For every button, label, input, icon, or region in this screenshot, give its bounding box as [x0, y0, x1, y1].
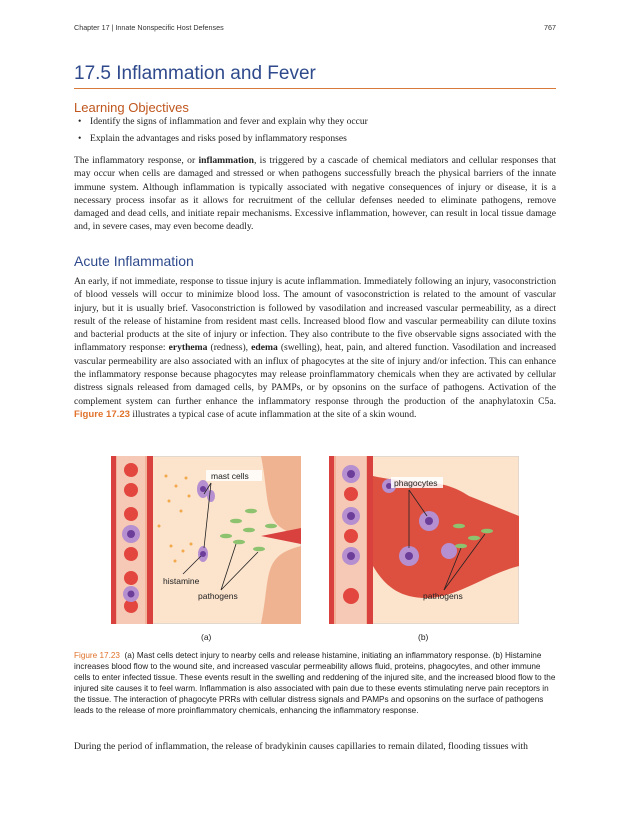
section-title: 17.5 Inflammation and Fever	[74, 63, 316, 84]
title-rule	[74, 88, 556, 89]
panel-a-label: (a)	[201, 632, 212, 642]
text-run: (swelling), heat, pain, and altered function. Vasodilation and increased vascular permeability are also associated with an influx of phagocytes at the site of injury and/or infection. This can enhance the inflammatory response because phagocytes may release proinflammatory chemicals when they are activated by cellular distress signals released from damaged cells, by PAMPs, or by opsonins on the surface of pathogens. Activation of the complement system can further enhance the inflammatory response through the production of the anaphylatoxin C5a.	[74, 342, 557, 407]
caption-text: (a) Mast cells detect injury to nearby cells and release histamine, initiating an inflammatory response. (b) Histamine increases blood flow to the wound site, and increased vascular permeability allows fluid, proteins, phagocytes, and other immune cells to enter infected tissue. These events result in the swelling and reddening of the injured site, and the increased blood flow to the injured site causes it to feel warm. Inflammation is also associated with pain due to these events stimulating nerve pain receptors in the tissue. The interaction of phagocyte PRRs with cellular distress signals and PAMPs and opsonins on the surface of pathogens leads to the release of more proinflammatory chemicals, enhancing the inflammatory response.	[74, 651, 556, 715]
acute-inflammation-heading: Acute Inflammation	[74, 253, 194, 269]
bradykinin-paragraph: During the period of inflammation, the release of bradykinin causes capillaries to remain dilated, flooding tissues with	[74, 741, 528, 752]
chapter-title: Chapter 17 | Innate Nonspecific Host Defenses	[74, 23, 224, 32]
label-phagocytes: phagocytes	[394, 478, 438, 488]
label-mast-cells: mast cells	[211, 471, 249, 481]
acute-paragraph	[74, 275, 556, 421]
text-run: illustrates a typical case of acute inflammation at the site of a skin wound.	[130, 408, 417, 420]
objective-item: • Identify the signs of inflammation and fever and explain why they occur	[74, 116, 368, 127]
figure-caption	[74, 650, 556, 716]
running-header	[74, 23, 556, 32]
learning-objectives-heading: Learning Objectives	[74, 100, 189, 115]
figure-link[interactable]: Figure 17.23	[74, 408, 130, 420]
text-run: The inflammatory response, or	[74, 155, 199, 166]
learning-objectives-list	[74, 116, 368, 150]
text-run: An early, if not immediate, response to tissue injury is acute inflammation. Immediately following an injury, vasoconstriction of blood vessels will occur to minimize blood loss. The amount of vasoconstriction is related to the amount of vascular injury, but it is usually brief. Vasoconstriction is followed by vasodilation and increased vascular permeability, as a direct result of the release of histamine from resident mast cells. Increased blood flow and vascular permeability can dilute toxins and bacterial products at the site of injury or infection. They also contribute to the five observable signs associated with the inflammatory response:	[74, 276, 556, 354]
key-term: edema	[251, 342, 278, 354]
figure-panel-b	[329, 456, 519, 624]
key-term: erythema	[168, 342, 208, 354]
text-run: (redness),	[207, 342, 252, 354]
label-pathogens-b: pathogens	[423, 591, 463, 601]
text-run: , is triggered by a cascade of chemical mediators and cellular responses that may occur when cells are damaged and stressed or when pathogens successfully breach the physical barriers of the innate immune system. Although inflammation is typically associated with negative consequences of injury or disease, it is a necessary process insofar as it allows for recruitment of the cellular defenses needed to eliminate pathogens, remove damaged and dead cells, and initiate repair mechanisms. Excessive inflammation, however, can result in local tissue damage and, in severe cases, may even become deadly.	[74, 155, 556, 233]
panel-b-label: (b)	[418, 632, 429, 642]
figure-number: Figure 17.23	[74, 651, 120, 660]
intro-paragraph	[74, 154, 556, 234]
page-number: 767	[544, 23, 556, 32]
label-pathogens-a: pathogens	[198, 591, 238, 601]
label-histamine: histamine	[163, 576, 200, 586]
objective-item: • Explain the advantages and risks posed by inflammatory responses	[74, 133, 368, 144]
key-term: inflammation	[198, 155, 254, 166]
figure-panel-a	[111, 456, 301, 624]
